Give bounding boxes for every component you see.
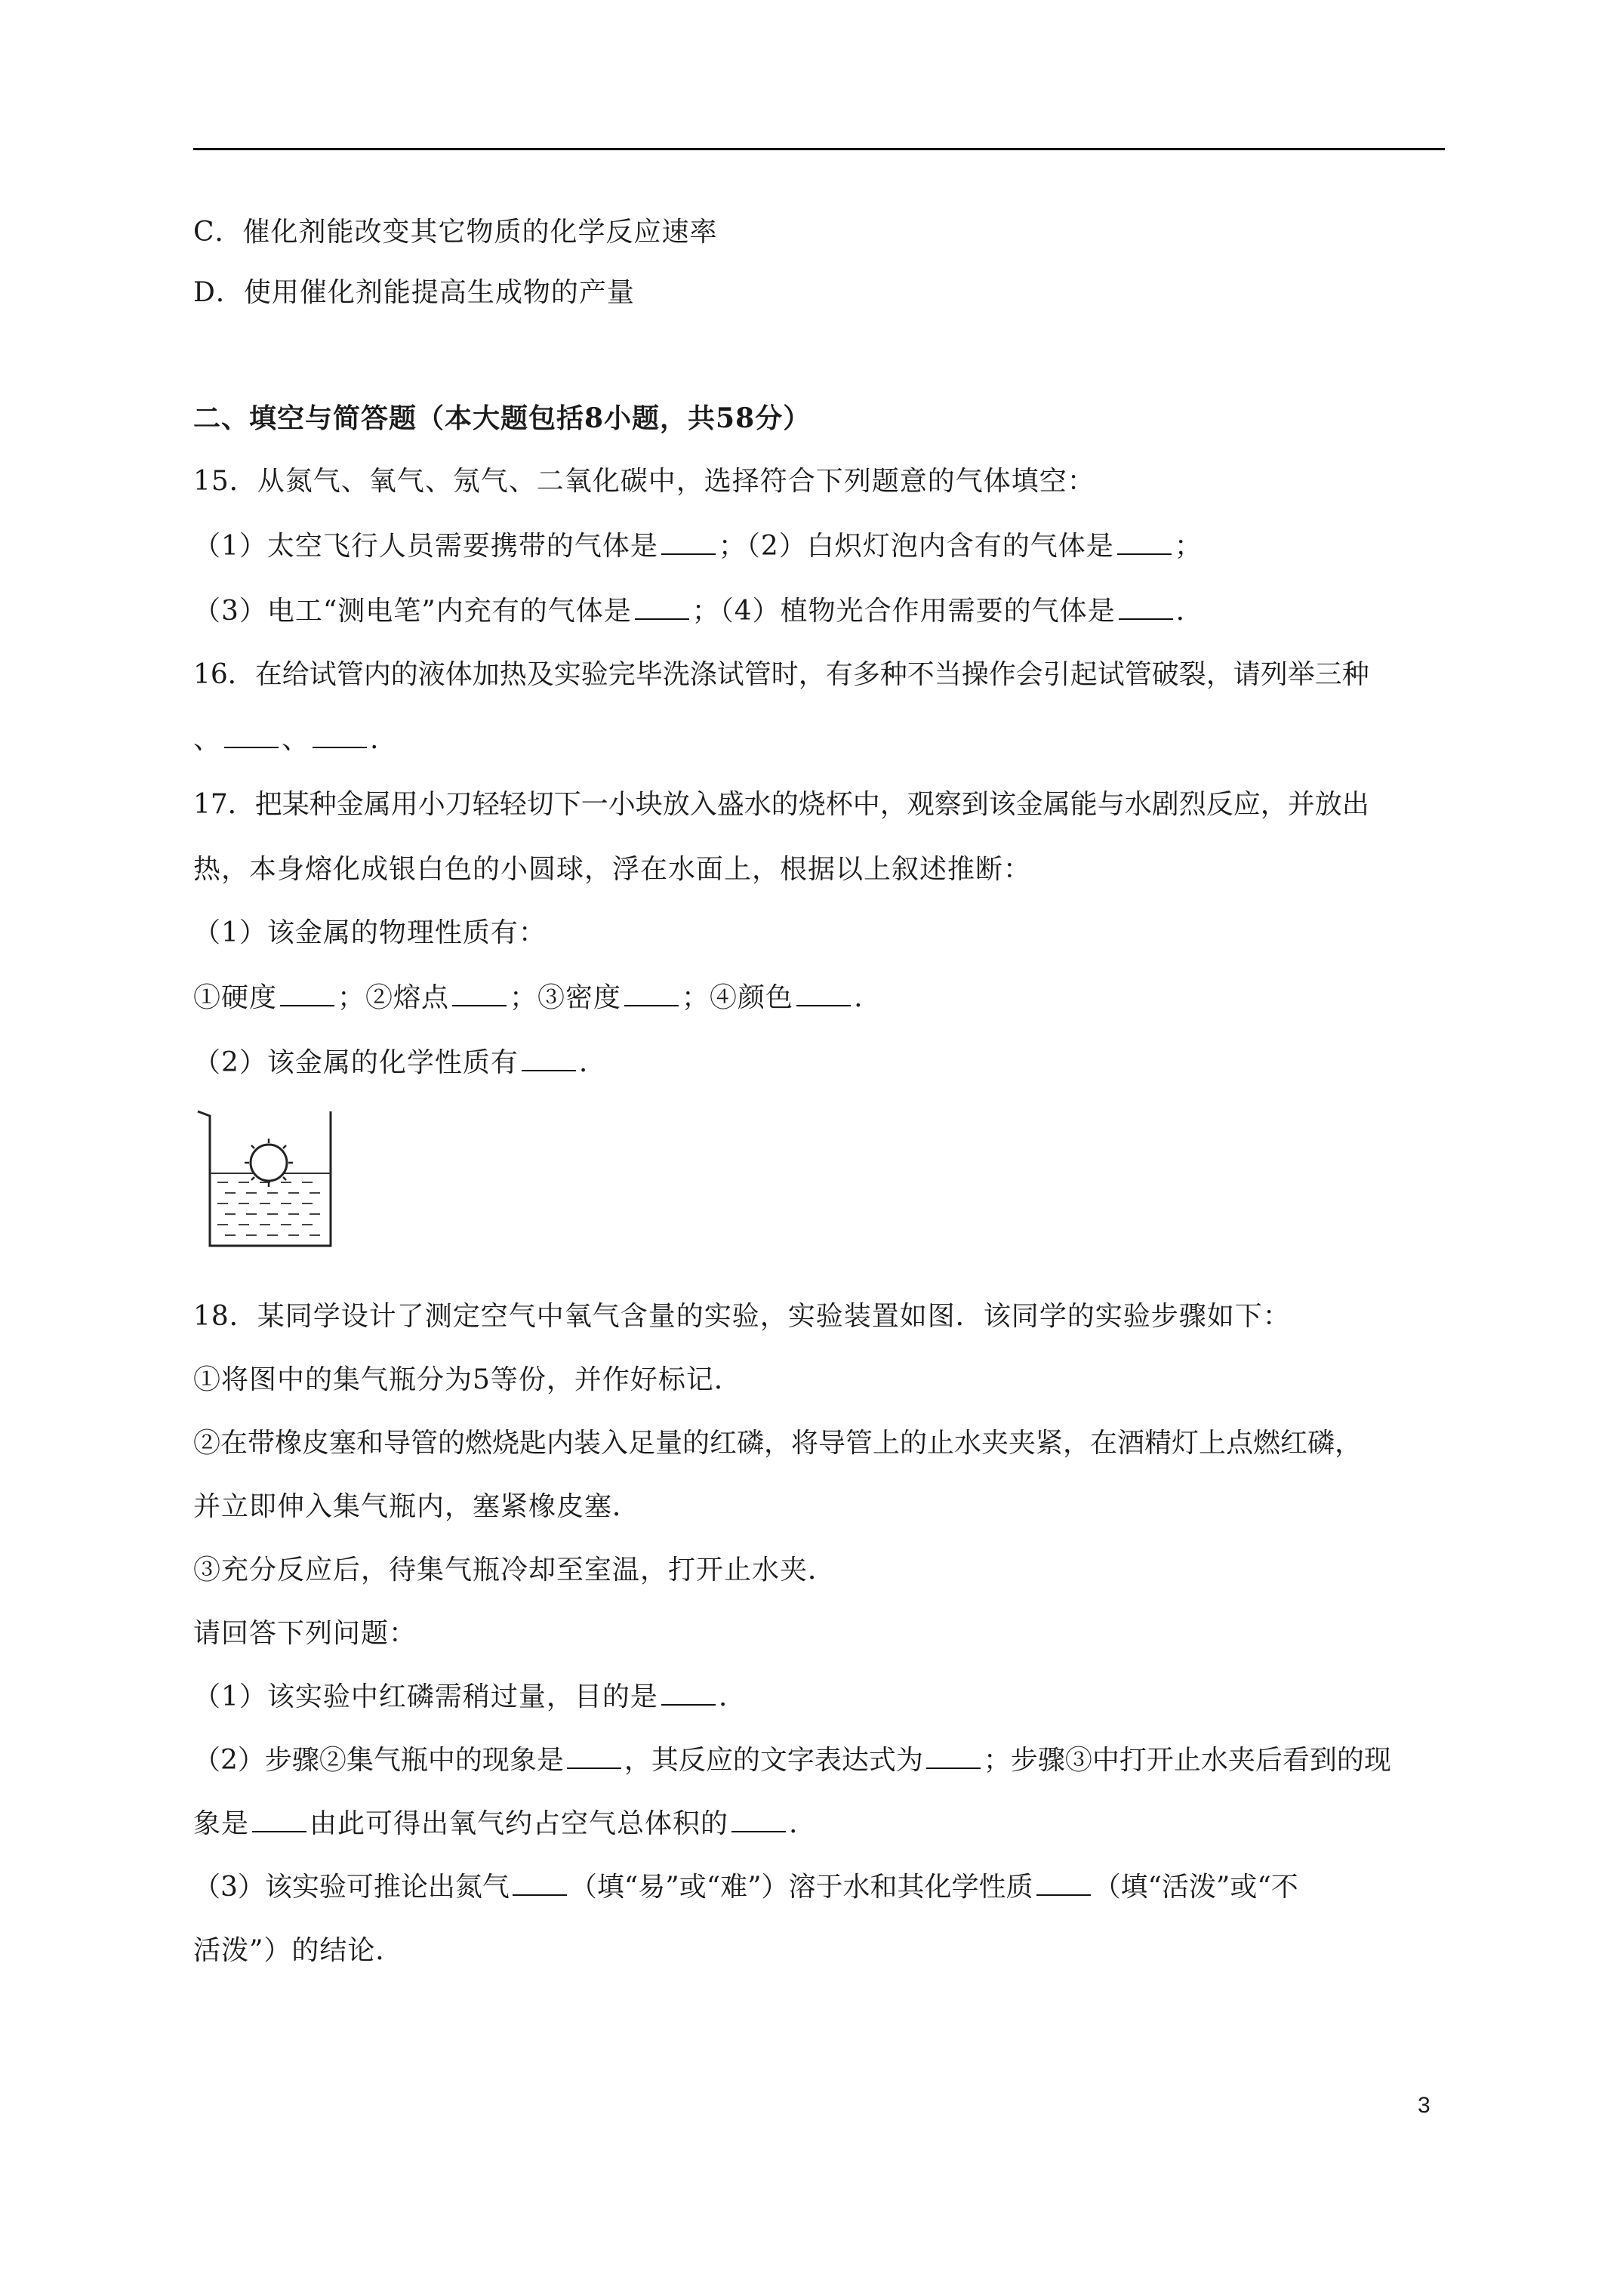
text: 、	[282, 724, 310, 755]
text: （1）该实验中红磷需稍过量，目的是	[193, 1681, 658, 1712]
text: .	[1175, 596, 1186, 627]
answer-blank[interactable]	[624, 982, 679, 1006]
answer-blank[interactable]	[224, 724, 279, 748]
text: （填“易”或“难”）溶于水和其化学性质	[569, 1872, 1033, 1903]
text: （1）太空飞行人员需要携带的气体是	[193, 531, 658, 562]
answer-blank[interactable]	[661, 1681, 716, 1706]
text: ；③密度	[510, 982, 622, 1013]
text: ；	[1174, 531, 1203, 562]
answer-blank[interactable]	[567, 1745, 621, 1769]
question-18-step-2-cont: 并立即伸入集气瓶内，塞紧橡皮塞．	[193, 1491, 641, 1522]
answer-blank[interactable]	[1117, 531, 1172, 555]
question-18-part-2-cont	[193, 1806, 798, 1842]
question-18-part-2	[193, 1743, 1391, 1779]
question-15-part-1	[193, 529, 1203, 565]
option-c: C．催化剂能改变其它物质的化学反应速率	[193, 217, 718, 248]
answer-blank[interactable]	[522, 1047, 576, 1071]
text: 、	[193, 724, 222, 755]
text: （2）该金属的化学性质有	[193, 1047, 519, 1078]
text: （3）电工“测电笔”内充有的气体是	[193, 596, 632, 627]
text: .	[854, 982, 864, 1013]
question-16-blanks	[193, 722, 379, 758]
text: （3）该实验可推论出氮气	[193, 1872, 510, 1903]
question-18-step-1: ①将图中的集气瓶分为5等份，并作好标记．	[193, 1364, 742, 1395]
question-15: 15．从氮气、氧气、氖气、二氧化碳中，选择符合下列题意的气体填空：	[193, 466, 1095, 497]
answer-blank[interactable]	[280, 982, 334, 1006]
metal-ball-icon	[245, 1139, 293, 1187]
question-18-line-1: 18．某同学设计了测定空气中氧气含量的实验，实验装置如图．该同学的实验步骤如下：	[193, 1301, 1291, 1332]
question-18-part-3	[193, 1869, 1298, 1906]
beaker-figure	[195, 1108, 338, 1249]
answer-blank[interactable]	[926, 1745, 981, 1769]
text: ；②熔点	[337, 982, 450, 1013]
text: ；（2）白炽灯泡内含有的气体是	[718, 531, 1114, 562]
header-rule	[193, 148, 1445, 150]
question-17-line-3: （1）该金属的物理性质有：	[193, 917, 547, 948]
question-18-part-3-cont: 活泼”）的结论．	[193, 1935, 404, 1966]
question-15-part-2	[193, 593, 1185, 630]
question-17-line-1: 17．把某种金属用小刀轻轻切下一小块放入盛水的烧杯中，观察到该金属能与水剧烈反应，并放出	[193, 789, 1369, 820]
answer-blank[interactable]	[661, 531, 716, 555]
answer-blank[interactable]	[796, 982, 851, 1006]
question-18-prompt: 请回答下列问题：	[193, 1618, 417, 1649]
question-18-step-2: ②在带橡皮塞和导管的燃烧匙内装入足量的红磷，将导管上的止水夹夹紧，在酒精灯上点燃红磷，	[193, 1428, 1363, 1459]
question-17-line-5	[193, 1045, 588, 1081]
text: ①硬度	[193, 982, 278, 1013]
water-hatching	[217, 1182, 320, 1235]
text: .	[578, 1047, 589, 1078]
text: .	[370, 724, 380, 755]
answer-blank[interactable]	[452, 982, 507, 1006]
text: .	[789, 1808, 799, 1839]
page-number: 3	[1418, 2093, 1431, 2118]
answer-blank[interactable]	[1036, 1872, 1091, 1896]
text: ；④颜色	[682, 982, 794, 1013]
text: 由此可得出氧气约占空气总体积的	[310, 1808, 729, 1839]
answer-blank[interactable]	[731, 1808, 786, 1832]
section-title: 二、填空与简答题（本大题包括8小题，共58分）	[193, 402, 812, 434]
answer-blank[interactable]	[635, 596, 689, 620]
text: 象是	[193, 1808, 250, 1839]
text: ，其反应的文字表达式为	[624, 1745, 923, 1776]
text: .	[718, 1681, 728, 1712]
question-17-line-2: 热，本身熔化成银白色的小圆球，浮在水面上，根据以上叙述推断：	[193, 854, 1032, 885]
answer-blank[interactable]	[313, 724, 367, 748]
question-18-part-1	[193, 1679, 728, 1715]
text: ；（4）植物光合作用需要的气体是	[691, 596, 1116, 627]
question-17-line-4	[193, 980, 864, 1016]
text: （填“活泼”或“不	[1093, 1872, 1298, 1903]
answer-blank[interactable]	[1119, 596, 1173, 620]
text: （2）步骤②集气瓶中的现象是	[193, 1745, 564, 1776]
question-16: 16．在给试管内的液体加热及实验完毕洗涤试管时，有多种不当操作会引起试管破裂，请列举三种	[193, 659, 1369, 690]
answer-blank[interactable]	[513, 1872, 567, 1896]
question-18-step-3: ③充分反应后，待集气瓶冷却至室温，打开止水夹．	[193, 1555, 836, 1586]
text: ；步骤③中打开止水夹后看到的现	[983, 1745, 1391, 1776]
answer-blank[interactable]	[252, 1808, 306, 1832]
option-d: D．使用催化剂能提高生成物的产量	[193, 277, 635, 308]
